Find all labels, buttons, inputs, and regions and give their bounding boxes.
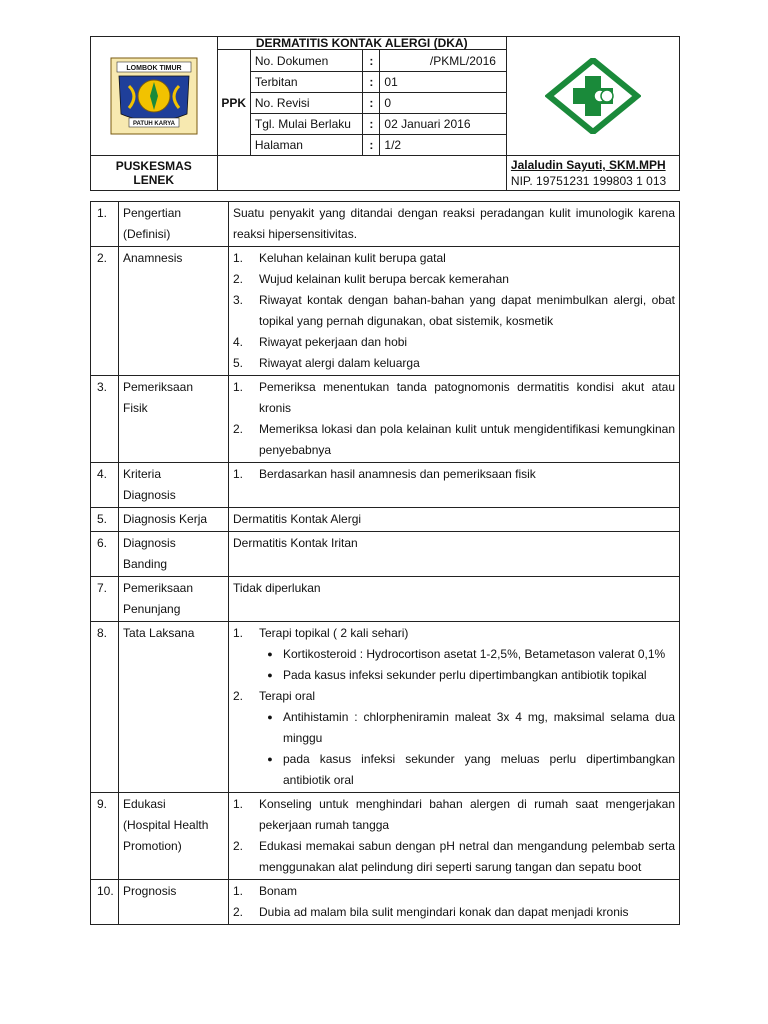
list-item-number: 1.	[233, 797, 244, 811]
row-number: 5.	[91, 508, 119, 532]
table-row	[91, 376, 680, 463]
list-item-text: Wujud kelainan kulit berupa bercak kemerahan	[259, 272, 509, 286]
row-label-line: Diagnosis Kerja	[123, 512, 208, 526]
table-row	[91, 622, 680, 793]
bullet-dot-icon: ●	[267, 754, 273, 764]
list-item	[233, 248, 675, 269]
row-label	[119, 508, 229, 532]
row-label	[119, 376, 229, 463]
signer-nip: NIP. 19751231 199803 1 013	[510, 174, 667, 188]
organization-name	[91, 156, 218, 191]
list-item-number: 1.	[233, 251, 244, 265]
list-item-text: Memeriksa lokasi dan pola kelainan kulit untuk mengidentifikasi kemungkinan penyebabnya	[259, 422, 675, 457]
bullet-item	[233, 644, 675, 665]
bullet-text: Antihistamin : chlorpheniramin maleat 3x 4 mg, maksimal selama dua minggu	[283, 710, 675, 745]
row-text: Suatu penyakit yang ditandai dengan reaksi peradangan kulit imunologik karena reaksi hipersensitivitas.	[233, 206, 675, 241]
list-item-text: Bonam	[259, 884, 298, 898]
row-label-line: (Definisi)	[123, 227, 171, 241]
row-label	[119, 247, 229, 376]
list-item-number: 1.	[233, 626, 244, 640]
row-label-line: (Hospital Health	[123, 818, 209, 832]
list-item	[233, 836, 675, 878]
field-label-halaman: Halaman	[250, 135, 362, 156]
list-item-text: Dubia ad malam bila sulit mengindari konak dan dapat menjadi kronis	[259, 905, 629, 919]
list-item-number: 2.	[233, 689, 244, 703]
bullet-text: Pada kasus infeksi sekunder perlu dipertimbangkan antibiotik topikal	[283, 668, 647, 682]
list-item-text: Konseling untuk menghindari bahan alergen di rumah saat mengerjakan pekerjaan rumah tangga	[259, 797, 675, 832]
row-content	[229, 880, 680, 925]
list-item	[233, 269, 675, 290]
list-item-text: Terapi topikal ( 2 kali sehari)	[259, 626, 409, 640]
list-item	[233, 902, 675, 923]
field-colon: :	[363, 50, 380, 72]
bullet-text: pada kasus infeksi sekunder yang meluas perlu dipertimbangkan antibiotik oral	[283, 752, 675, 787]
row-number: 2.	[91, 247, 119, 376]
field-label-tgl-mulai: Tgl. Mulai Berlaku	[250, 114, 362, 135]
document-title: DERMATITIS KONTAK ALERGI (DKA)	[217, 37, 506, 50]
row-label-line: Fisik	[123, 401, 148, 415]
bullet-dot-icon: ●	[267, 712, 273, 722]
list-item	[233, 623, 675, 644]
list-item-text: Edukasi memakai sabun dengan pH netral dan mengandung pelembab serta menggunakan alat pelindung diri seperti sarung tangan dan sepatu boot	[259, 839, 675, 874]
signature-blank	[217, 156, 506, 191]
row-label-line: Penunjang	[123, 602, 181, 616]
emblem-top-text: LOMBOK TIMUR	[126, 65, 182, 72]
puskesmas-logo-cell	[506, 37, 679, 156]
document-header	[90, 36, 680, 191]
table-row	[91, 247, 680, 376]
list-item-number: 5.	[233, 356, 244, 370]
row-label-line: Diagnosis	[123, 536, 176, 550]
list-item	[233, 464, 675, 485]
row-label	[119, 793, 229, 880]
row-number: 8.	[91, 622, 119, 793]
field-label-no-dokumen: No. Dokumen	[250, 50, 362, 72]
list-item	[233, 377, 675, 419]
signer-name: Jalaludin Sayuti, SKM.MPH	[510, 158, 666, 172]
district-logo-cell	[91, 37, 218, 156]
row-content	[229, 622, 680, 793]
puskesmas-cross-logo-icon	[545, 58, 641, 134]
row-label-line: Edukasi	[123, 797, 166, 811]
list-item-text: Berdasarkan hasil anamnesis dan pemeriksaan fisik	[259, 467, 536, 481]
row-content	[229, 532, 680, 577]
field-colon: :	[363, 93, 380, 114]
table-row	[91, 577, 680, 622]
row-label	[119, 202, 229, 247]
row-content	[229, 376, 680, 463]
row-label	[119, 880, 229, 925]
row-label	[119, 463, 229, 508]
list-item	[233, 794, 675, 836]
row-number: 10.	[91, 880, 119, 925]
procedure-table	[90, 201, 680, 925]
list-item-number: 1.	[233, 884, 244, 898]
row-label	[119, 577, 229, 622]
bullet-dot-icon: ●	[267, 670, 273, 680]
table-row	[91, 880, 680, 925]
list-item-text: Keluhan kelainan kulit berupa gatal	[259, 251, 446, 265]
row-label-line: Pemeriksaan	[123, 380, 194, 394]
list-item	[233, 332, 675, 353]
field-value-no-revisi: 0	[380, 93, 507, 114]
list-item	[233, 881, 675, 902]
list-item	[233, 290, 675, 332]
list-item-text: Riwayat pekerjaan dan hobi	[259, 335, 408, 349]
list-item	[233, 419, 675, 461]
row-text: Dermatitis Kontak Alergi	[233, 512, 362, 526]
field-colon: :	[363, 114, 380, 135]
list-item-number: 1.	[233, 380, 244, 394]
signer-block	[506, 156, 679, 191]
row-label-line: Tata Laksana	[123, 626, 195, 640]
list-item	[233, 686, 675, 707]
list-item-number: 3.	[233, 293, 244, 307]
row-number: 3.	[91, 376, 119, 463]
bullet-item	[233, 749, 675, 791]
list-item-number: 2.	[233, 839, 244, 853]
field-value-no-dokumen: /PKML/2016	[380, 50, 507, 72]
list-item-number: 1.	[233, 467, 244, 481]
field-value-terbitan: 01	[380, 72, 507, 93]
bullet-item	[233, 665, 675, 686]
row-label-line: Banding	[123, 557, 168, 571]
emblem-bottom-text: PATUH KARYA	[132, 121, 175, 127]
row-label-line: Pemeriksaan	[123, 581, 194, 595]
row-label-line: Anamnesis	[123, 251, 183, 265]
organization-line-2: LENEK	[133, 173, 175, 187]
list-item-number: 2.	[233, 905, 244, 919]
bullet-item	[233, 707, 675, 749]
list-item-text: Riwayat alergi dalam keluarga	[259, 356, 420, 370]
row-label	[119, 622, 229, 793]
row-number: 9.	[91, 793, 119, 880]
table-row	[91, 508, 680, 532]
bullet-text: Kortikosteroid : Hydrocortison asetat 1-2,5%, Betametason valerat 0,1%	[283, 647, 666, 661]
table-row	[91, 532, 680, 577]
row-label-line: Promotion)	[123, 839, 182, 853]
row-text: Dermatitis Kontak Iritan	[233, 536, 358, 550]
row-number: 6.	[91, 532, 119, 577]
row-label-line: Prognosis	[123, 884, 177, 898]
ppk-label: PPK	[217, 50, 250, 156]
list-item-text: Terapi oral	[259, 689, 316, 703]
row-label-line: Pengertian	[123, 206, 182, 220]
row-content	[229, 508, 680, 532]
row-content	[229, 793, 680, 880]
field-colon: :	[363, 72, 380, 93]
field-value-halaman: 1/2	[380, 135, 507, 156]
field-value-tgl-mulai: 02 Januari 2016	[380, 114, 507, 135]
list-item-number: 2.	[233, 272, 244, 286]
lombok-timur-emblem-icon	[109, 56, 199, 136]
row-content	[229, 577, 680, 622]
row-content	[229, 463, 680, 508]
list-item-number: 4.	[233, 335, 244, 349]
row-content	[229, 247, 680, 376]
bullet-dot-icon: ●	[267, 649, 273, 659]
list-item-number: 2.	[233, 422, 244, 436]
list-item-text: Riwayat kontak dengan bahan-bahan yang dapat menimbulkan alergi, obat topikal yang pernah digunakan, obat sistemik, kosmetik	[259, 293, 675, 328]
row-number: 7.	[91, 577, 119, 622]
row-label	[119, 532, 229, 577]
table-row	[91, 463, 680, 508]
row-content	[229, 202, 680, 247]
row-label-line: Kriteria	[123, 467, 162, 481]
list-item-text: Pemeriksa menentukan tanda patognomonis dermatitis kondisi akut atau kronis	[259, 380, 675, 415]
table-row	[91, 202, 680, 247]
organization-line-1: PUSKESMAS	[115, 159, 192, 173]
field-colon: :	[363, 135, 380, 156]
field-label-no-revisi: No. Revisi	[250, 93, 362, 114]
row-number: 4.	[91, 463, 119, 508]
list-item	[233, 353, 675, 374]
field-label-terbitan: Terbitan	[250, 72, 362, 93]
row-number: 1.	[91, 202, 119, 247]
row-label-line: Diagnosis	[123, 488, 176, 502]
table-row	[91, 793, 680, 880]
row-text: Tidak diperlukan	[233, 581, 321, 595]
